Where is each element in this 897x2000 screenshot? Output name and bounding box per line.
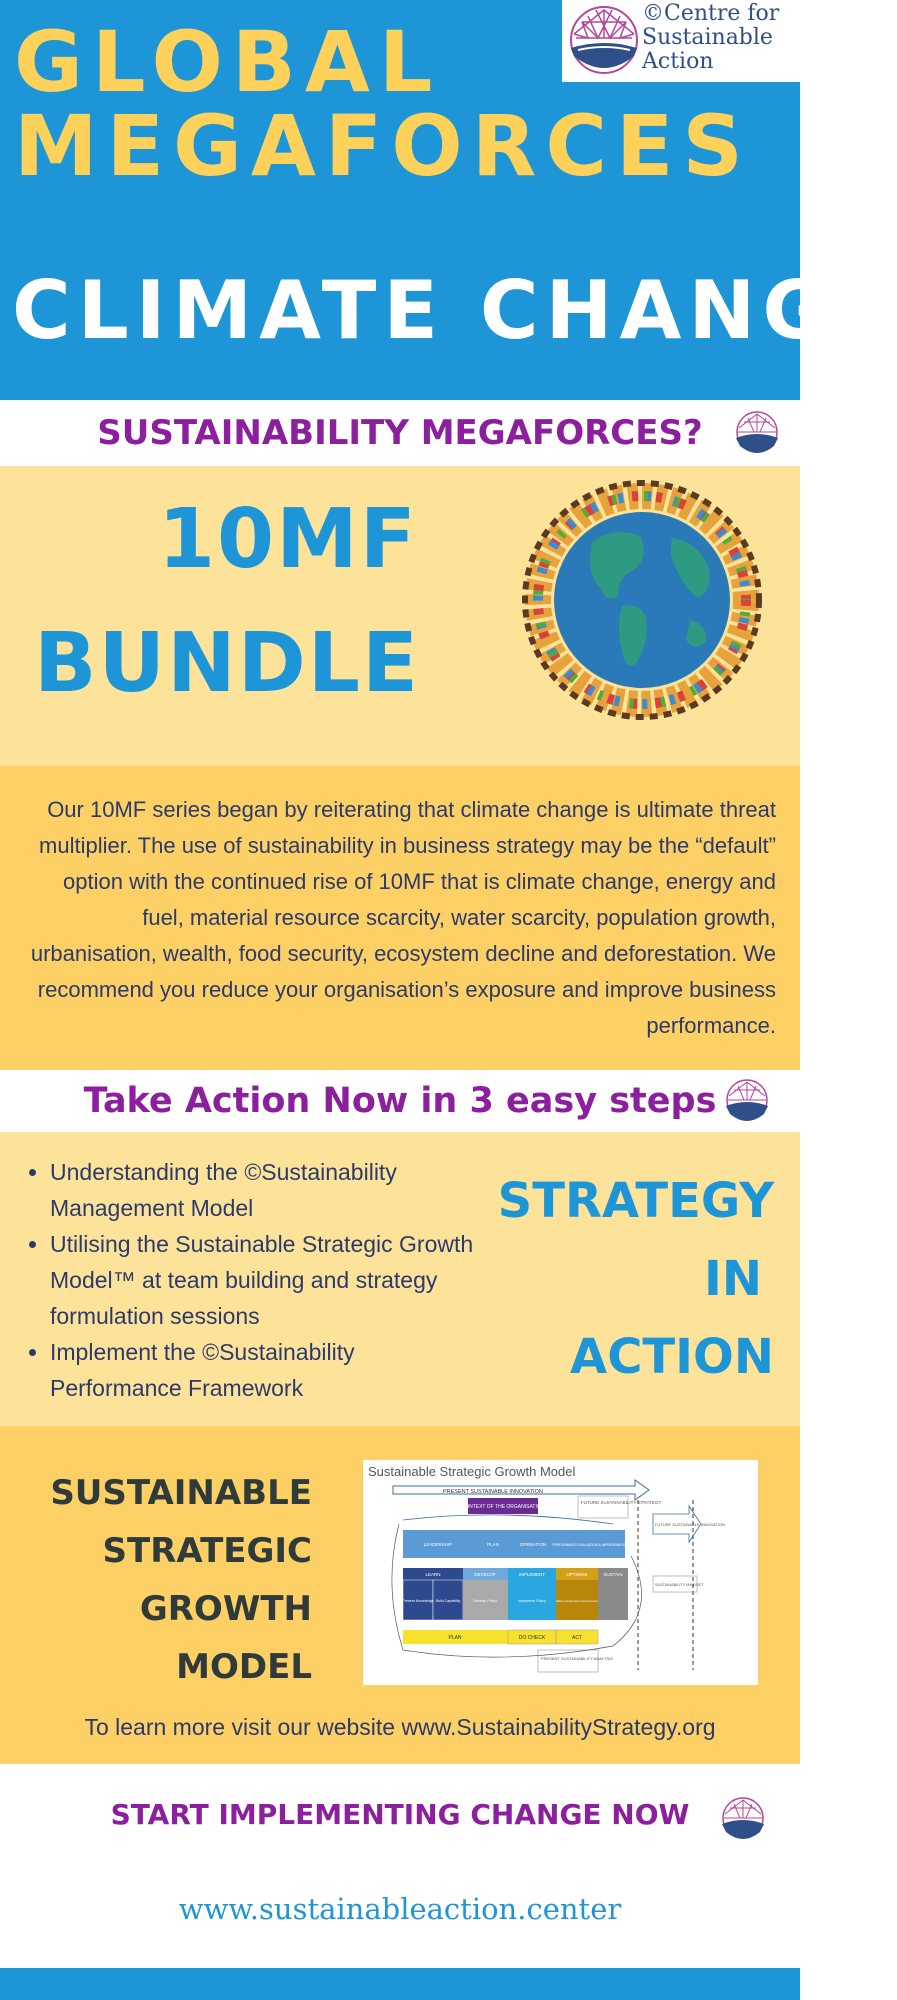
hero-subtitle: CLIMATE CHANGE bbox=[12, 264, 897, 357]
closing-section bbox=[0, 1764, 800, 1968]
diagram-present: PRESENT SUSTAINABILITY ANALYSIS bbox=[541, 1656, 613, 1661]
hero-title-line1: GLOBAL bbox=[14, 13, 442, 111]
tagline-line: IN bbox=[703, 1251, 762, 1307]
mini-logo-icon bbox=[732, 410, 782, 458]
brand-logo-text: ©Centre for Sustainable Action bbox=[642, 1, 780, 74]
diagram-row1-cell: PERFORMANCE EVALUATION & IMPROVEMENT bbox=[552, 1543, 626, 1547]
model-section bbox=[0, 1426, 800, 1764]
diagram-row3-cell: Implement Policy bbox=[518, 1599, 546, 1603]
diagram-bottom-cell: PLAN bbox=[448, 1635, 462, 1641]
diagram-row1-cell: LEADERSHIP bbox=[423, 1542, 453, 1547]
diagram-row3-cell: Build Capability bbox=[435, 1599, 461, 1603]
geodesic-globe-icon bbox=[568, 4, 640, 76]
model-title-line: MODEL bbox=[176, 1647, 312, 1687]
diagram-bottom-cell: ACT bbox=[572, 1635, 582, 1641]
diagram-future-strategy: FUTURE SUSTAINABILITY STRATEGY bbox=[581, 1500, 662, 1505]
diagram-row1-cell: OPERATION bbox=[519, 1542, 547, 1547]
list-item: • Implement the ©Sustainability Performance Framework bbox=[50, 1334, 490, 1406]
diagram-row2-cell: DEVELOP bbox=[474, 1572, 496, 1577]
intro-section bbox=[0, 766, 800, 1070]
diagram-side: SUSTAINABILITY MINDSET bbox=[655, 1583, 704, 1587]
list-item: • Understanding the ©Sustainability Management Model bbox=[50, 1154, 490, 1226]
diagram-row3-cell: Make Continuous Improvement bbox=[556, 1599, 598, 1603]
hero-banner bbox=[0, 0, 897, 400]
diagram-top-arrow: PRESENT SUSTAINABLE INNOVATION bbox=[443, 1489, 543, 1495]
model-title-line: GROWTH bbox=[139, 1589, 312, 1629]
steps-section bbox=[0, 1132, 800, 1426]
mini-logo-icon bbox=[722, 1078, 772, 1126]
megaforces-strip bbox=[0, 400, 800, 466]
growth-model-diagram bbox=[363, 1460, 758, 1685]
strategy-in-action bbox=[498, 1162, 774, 1396]
earth-children-illustration bbox=[522, 480, 762, 720]
diagram-future-innovation: FUTURE SUSTAINABLE INNOVATION bbox=[655, 1522, 726, 1527]
diagram-row3-cell: Develop Policy bbox=[473, 1599, 497, 1603]
earth-globe bbox=[554, 512, 730, 688]
steps-list bbox=[22, 1154, 490, 1406]
diagram-row1-cell: PLAN bbox=[487, 1542, 499, 1547]
steps-strip bbox=[0, 1070, 800, 1132]
section-heading-megaforces: SUSTAINABILITY MEGAFORCES? bbox=[97, 413, 703, 453]
diagram-row2-cell: SUSTAIN bbox=[603, 1572, 623, 1577]
model-title bbox=[20, 1464, 312, 1696]
website-cta[interactable]: To learn more visit our website www.SustainabilityStrategy.org bbox=[84, 1714, 716, 1740]
diagram-row3-cell: Present Knowledge bbox=[402, 1599, 434, 1603]
diagram-context: CONTEXT OF THE ORGANISATION bbox=[461, 1504, 545, 1510]
model-title-line: STRATEGIC bbox=[102, 1531, 312, 1571]
mini-logo-icon bbox=[718, 1796, 768, 1844]
bundle-section bbox=[0, 466, 800, 766]
footer-bar bbox=[0, 1968, 800, 2000]
bundle-line2: BUNDLE bbox=[34, 616, 421, 711]
diagram-bottom-cell: DO CHECK bbox=[518, 1635, 546, 1641]
intro-paragraph: Our 10MF series began by reiterating that climate change is ultimate threat multiplier. The use of sustainability in business strategy may be the “default” option with the continued rise of 10MF that is climate change, energy and fuel, material resource scarcity, water scarcity, population growth, urbanisation, wealth, food security, ecosystem decline and deforestation. We recommend you reduce your organisation’s exposure and improve business performance. bbox=[30, 797, 776, 1038]
closing-heading: START IMPLEMENTING CHANGE NOW bbox=[110, 1798, 690, 1831]
diagram-row2-cell: IMPLEMENT bbox=[518, 1572, 546, 1577]
bundle-line1: 10MF bbox=[158, 492, 418, 587]
brand-logo[interactable] bbox=[562, 0, 800, 82]
website-link[interactable]: www.sustainableaction.center bbox=[178, 1892, 622, 1926]
steps-heading: Take Action Now in 3 easy steps bbox=[83, 1081, 717, 1121]
tagline-line: STRATEGY bbox=[497, 1173, 774, 1229]
tagline-line: ACTION bbox=[570, 1329, 774, 1385]
list-item: • Utilising the Sustainable Strategic Growth Model™ at team building and strategy formulation sessions bbox=[50, 1226, 490, 1334]
diagram-title: Sustainable Strategic Growth Model bbox=[368, 1464, 576, 1479]
diagram-row2-cell: LEARN bbox=[425, 1572, 441, 1577]
diagram-row2-cell: OPTIMISE bbox=[566, 1572, 588, 1577]
hero-title-line2: MEGAFORCES bbox=[14, 97, 752, 195]
model-title-line: SUSTAINABLE bbox=[50, 1473, 312, 1513]
